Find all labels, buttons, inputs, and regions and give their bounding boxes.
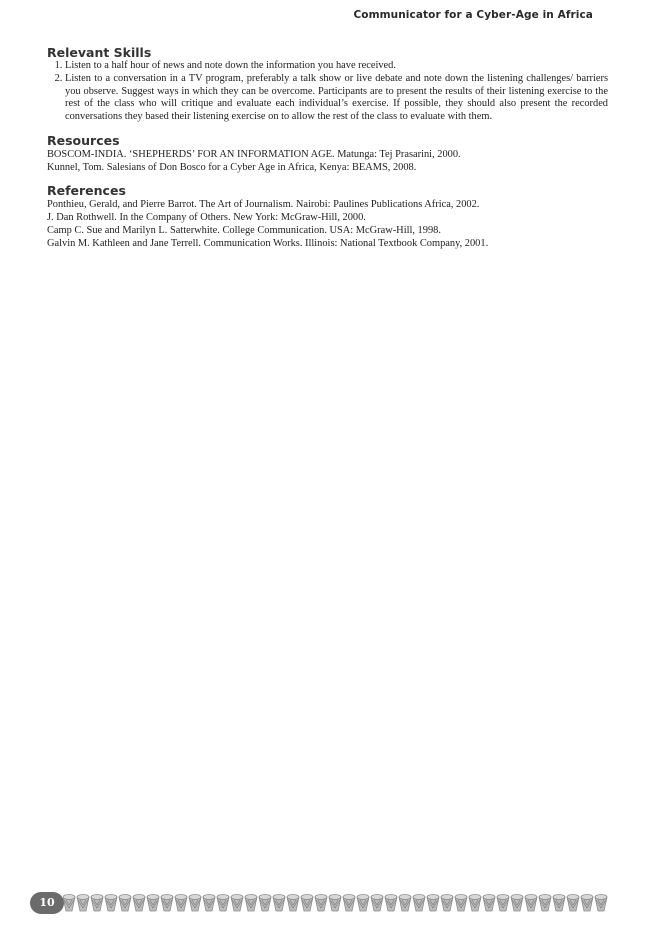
relevant-skills-section <box>47 45 608 124</box>
drum-icon <box>91 895 103 912</box>
drum-icon <box>595 895 607 912</box>
references-heading: References <box>47 182 126 198</box>
drum-icon <box>77 895 89 912</box>
running-header: Communicator for a Cyber-Age in Africa <box>353 9 593 21</box>
drum-icon <box>413 895 425 912</box>
references-section <box>47 183 608 250</box>
drum-icon <box>147 895 159 912</box>
drum-icon <box>133 895 145 912</box>
drum-icon <box>553 895 565 912</box>
drum-icon <box>329 895 341 912</box>
drum-icon <box>427 895 439 912</box>
drum-icon <box>357 895 369 912</box>
resource-entry: BOSCOM-INDIA. ‘SHEPHERDS’ FOR AN INFORMATION AGE. Matunga: Tej Prasarini, 2000. <box>47 148 461 160</box>
drum-icon <box>161 895 173 912</box>
drum-icon <box>231 895 243 912</box>
list-item: 2. Listen to a conversation in a TV program, preferably a talk show or live debate and note down the listening challenges/ barriers you observe. Suggest ways in which they can be overcome. Participants are to present the results of their listening exercise to the rest of the class who will critique and evaluate each individual’s exercise. If possible, they should also present the recorded conversations they based their listening exercise on to allow the rest of the class to evaluate with them. <box>65 73 608 124</box>
reference-entry: Ponthieu, Gerald, and Pierre Barrot. The Art of Journalism. Nairobi: Paulines Publications Africa, 2002. <box>47 198 480 210</box>
page-content <box>47 45 608 259</box>
drum-icon <box>245 895 257 912</box>
drum-icon <box>273 895 285 912</box>
drum-icon <box>315 895 327 912</box>
drum-icon <box>497 895 509 912</box>
list-item: 1. Listen to a half hour of news and note down the information you have received. <box>65 60 608 73</box>
drum-icon <box>217 895 229 912</box>
drum-icon <box>203 895 215 912</box>
resource-entry: Kunnel, Tom. Salesians of Don Bosco for a Cyber Age in Africa, Kenya: BEAMS, 2008. <box>47 161 417 173</box>
drum-icon <box>63 895 75 912</box>
drum-icon <box>455 895 467 912</box>
drum-icon <box>525 895 537 912</box>
reference-entry: J. Dan Rothwell. In the Company of Others. New York: McGraw-Hill, 2000. <box>47 211 366 223</box>
page-footer <box>30 892 620 914</box>
drum-icon <box>105 895 117 912</box>
drum-icon <box>581 895 593 912</box>
drum-icon <box>259 895 271 912</box>
drum-icon <box>441 895 453 912</box>
drum-icon <box>371 895 383 912</box>
reference-entry: Camp C. Sue and Marilyn L. Satterwhite. College Communication. USA: McGraw-Hill, 1998. <box>47 224 441 236</box>
drum-icon <box>175 895 187 912</box>
drum-icon <box>119 895 131 912</box>
drum-icon <box>189 895 201 912</box>
skills-list <box>47 60 608 124</box>
drum-icon <box>287 895 299 912</box>
resources-heading: Resources <box>47 132 120 148</box>
resources-section <box>47 133 608 174</box>
drum-icon <box>469 895 481 912</box>
drum-ornament-strip <box>63 894 618 914</box>
drum-icon <box>301 895 313 912</box>
page-number-badge: 10 <box>30 892 64 914</box>
reference-entry: Galvin M. Kathleen and Jane Terrell. Communication Works. Illinois: National Textbook Company, 2001. <box>47 237 489 249</box>
drum-icon <box>567 895 579 912</box>
drum-icon <box>385 895 397 912</box>
drum-icon <box>539 895 551 912</box>
relevant-skills-heading: Relevant Skills <box>47 45 152 60</box>
drum-icon <box>343 895 355 912</box>
drum-icon <box>511 895 523 912</box>
drum-icon <box>399 895 411 912</box>
drum-icon <box>483 895 495 912</box>
